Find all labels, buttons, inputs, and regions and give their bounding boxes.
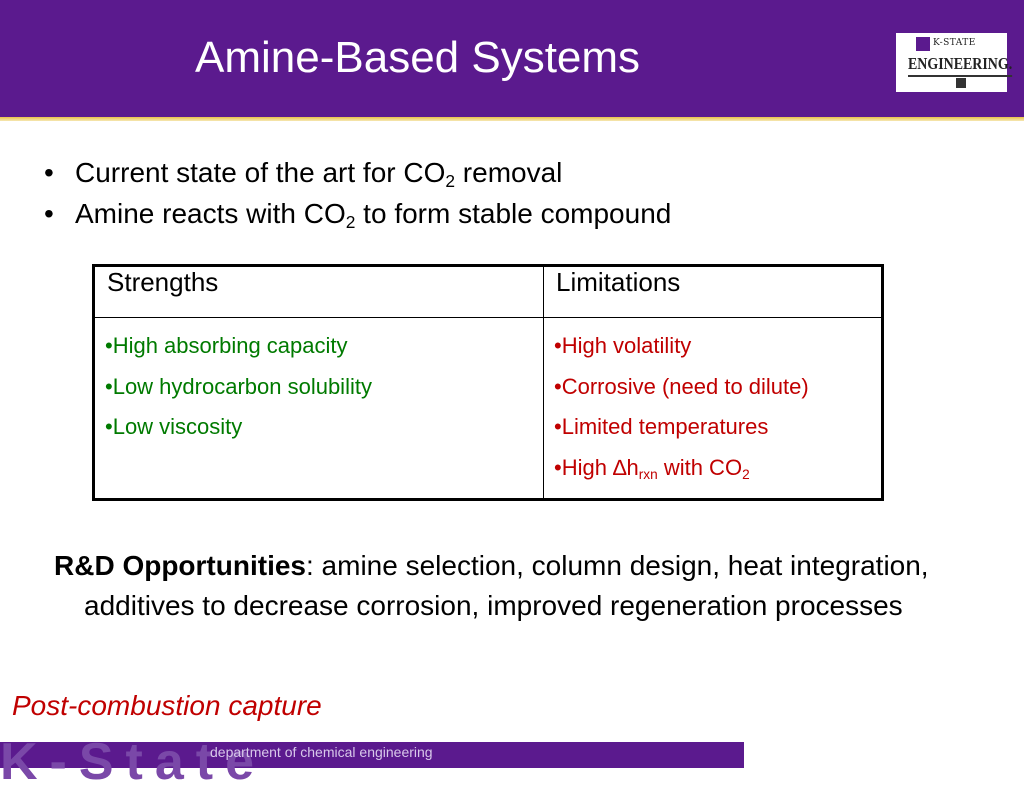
table-header-limitations: Limitations <box>544 266 883 318</box>
footer-bar <box>0 733 744 791</box>
kstate-engineering-logo <box>896 33 1013 92</box>
post-combustion-label: Post-combustion capture <box>12 690 322 721</box>
footer-watermark: K-State <box>0 733 267 791</box>
bullet-text: Current state of the art for CO <box>75 157 446 188</box>
subscript: 2 <box>742 466 750 482</box>
limitations-cell <box>544 318 883 500</box>
limitation-item: •High volatility <box>554 333 692 358</box>
strengths-limitations-table <box>92 264 884 501</box>
bullet-list <box>44 152 671 234</box>
strength-item: •High absorbing capacity <box>105 333 348 358</box>
limitation-text: with CO <box>657 454 743 480</box>
bullet-text: removal <box>455 157 563 188</box>
bullet-text: to form stable compound <box>355 198 672 229</box>
strength-item: •Low hydrocarbon solubility <box>105 373 372 399</box>
limitation-item: •Corrosive (need to dilute) <box>554 373 809 399</box>
logo-mark-icon <box>916 37 930 51</box>
logo-square-icon <box>956 78 966 88</box>
bullet-dot: • <box>44 157 54 188</box>
table-header-strengths: Strengths <box>94 266 544 318</box>
title-bar <box>0 0 1024 117</box>
table-row <box>94 318 883 500</box>
limitation-text: •High ∆h <box>554 454 639 480</box>
bullet-dot: • <box>44 198 54 229</box>
rd-text: : amine selection, column design, heat integration, additives to decrease corrosion, improved regeneration processes <box>84 550 929 621</box>
strengths-cell <box>94 318 544 500</box>
strength-item: •Low viscosity <box>105 414 243 439</box>
bullet-text: Amine reacts with CO <box>75 198 346 229</box>
subscript: 2 <box>445 170 456 191</box>
limitation-item: •Limited temperatures <box>554 414 769 439</box>
subscript: rxn <box>638 466 658 482</box>
table-header-row <box>94 266 883 318</box>
rd-label: R&D Opportunities <box>54 550 306 581</box>
bullet-item <box>44 193 671 234</box>
slide-title: Amine-Based Systems <box>195 33 641 82</box>
bullet-item <box>44 152 671 193</box>
rd-opportunities <box>54 546 984 626</box>
subscript: 2 <box>345 211 356 232</box>
logo-small-text: K-STATE <box>933 38 976 48</box>
limitation-item <box>554 448 881 489</box>
header-divider <box>0 117 1024 121</box>
footer-text: department of chemical engineering <box>210 744 433 760</box>
logo-main-text: ENGINEERING. <box>908 53 1012 77</box>
